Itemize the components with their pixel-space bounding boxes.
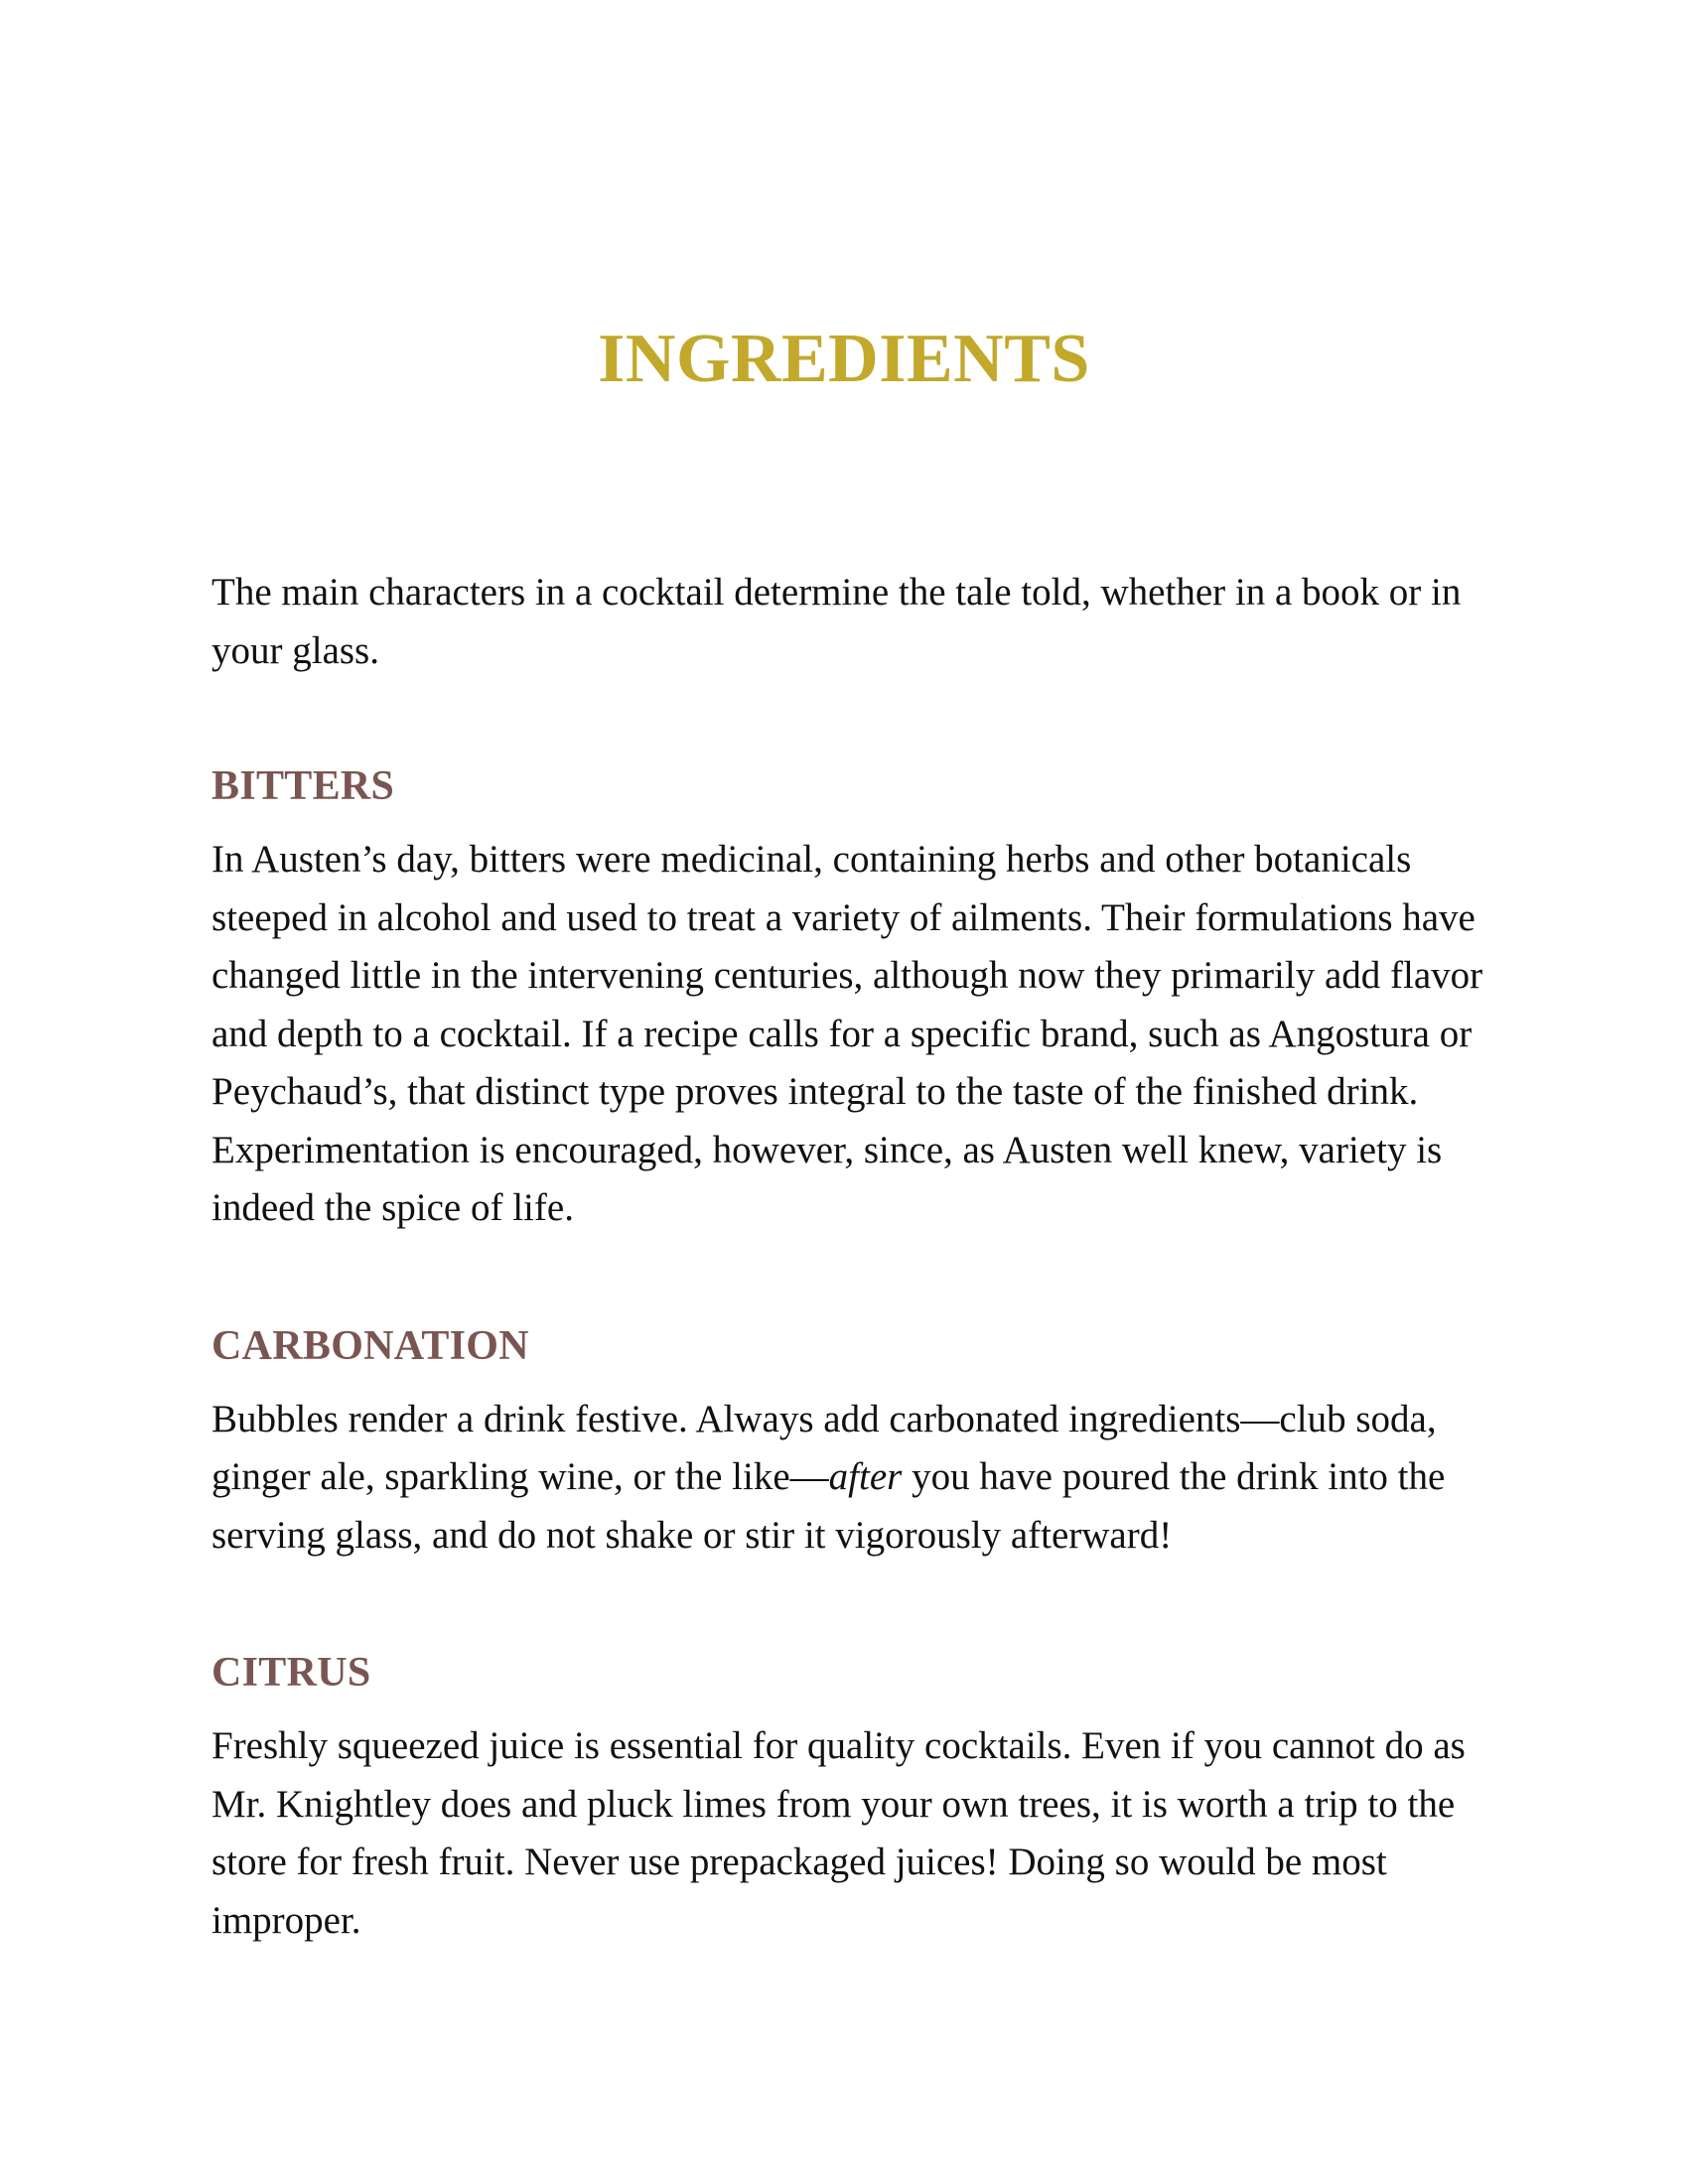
carbonation-text-part1: Bubbles render a drink festive. Always add carbonated ingredients—club soda, ginger ale, sparkling wine, or the like—: [211, 1397, 1437, 1498]
section-heading-carbonation: CARBONATION: [211, 1322, 529, 1369]
section-heading-citrus: CITRUS: [211, 1650, 371, 1696]
section-text-bitters: In Austen’s day, bitters were medicinal, containing herbs and other botanicals steeped in alcohol and used to treat a variety of ailments. Their formulations have changed little in the intervening centuries, although now they primarily add flavor and depth to a cocktail. If a recipe calls for a specific brand, such as Angostura or Peychaud’s, that distinct type proves integral to the taste of the finished drink. Experimentation is encouraged, however, since, as Austen well knew, variety is indeed the spice of life.: [211, 838, 1483, 1229]
carbonation-text-part2: you have poured the drink into the serving glass, and do not shake or stir it vigorously afterward!: [211, 1455, 1446, 1557]
section-text-carbonation: [211, 1391, 1502, 1566]
page-title: INGREDIENTS: [598, 321, 1090, 397]
content: [211, 564, 1502, 1950]
section-text-citrus: Freshly squeezed juice is essential for quality cocktails. Even if you cannot do as Mr. Knightley does and pluck limes from your own trees, it is worth a trip to the store for fresh fruit. Never use prepackaged juices! Doing so would be most improper.: [211, 1724, 1466, 1942]
section-heading-bitters: BITTERS: [211, 763, 395, 809]
intro-paragraph: The main characters in a cocktail determine the tale told, whether in a book or in your glass.: [211, 571, 1462, 672]
carbonation-text-emphasis: after: [828, 1455, 903, 1498]
